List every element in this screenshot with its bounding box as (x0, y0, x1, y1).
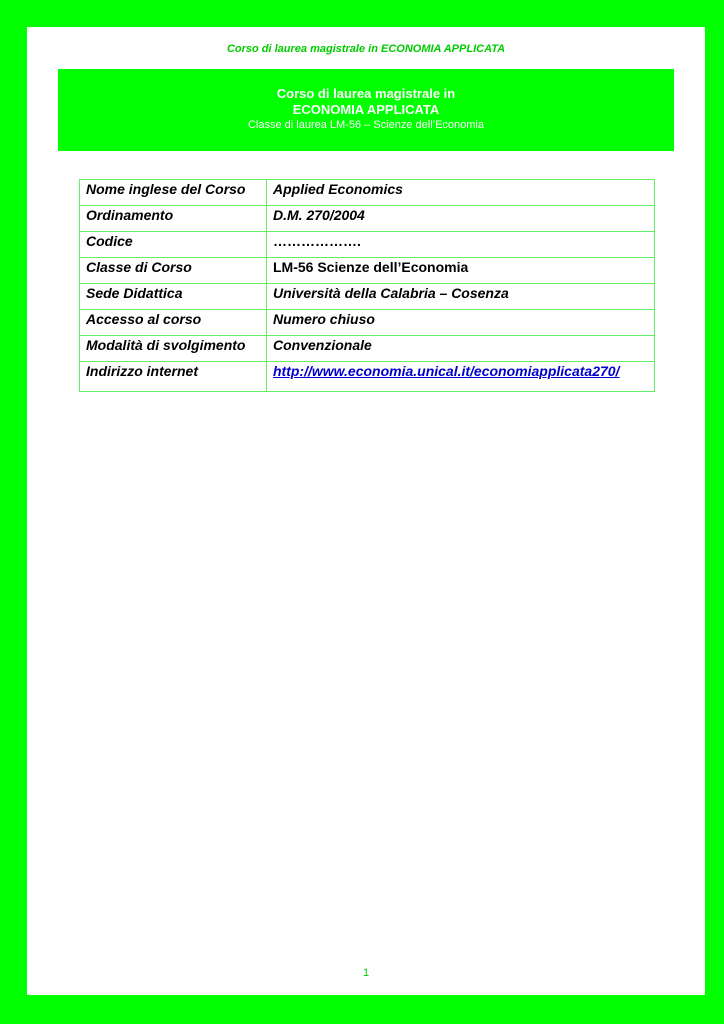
row-value: Convenzionale (267, 336, 655, 362)
table-row (80, 336, 655, 362)
row-label: Sede Didattica (80, 284, 267, 310)
page-number: 1 (362, 967, 370, 979)
row-value: Università della Calabria – Cosenza (267, 284, 655, 310)
title-banner (58, 69, 674, 151)
course-info-table (79, 179, 655, 392)
row-label: Indirizzo internet (80, 362, 267, 392)
running-header: Corso di laurea magistrale in ECONOMIA APPLICATA (226, 43, 506, 55)
banner-title-line2: ECONOMIA APPLICATA (292, 102, 440, 117)
row-label: Classe di Corso (80, 258, 267, 284)
course-website-link[interactable]: http://www.economia.unical.it/economiapplicata270/ (273, 363, 620, 379)
table-row (80, 232, 655, 258)
row-label: Modalità di svolgimento (80, 336, 267, 362)
row-label: Nome inglese del Corso (80, 180, 267, 206)
row-value: LM-56 Scienze dell’Economia (267, 258, 655, 284)
banner-title-line1: Corso di laurea magistrale in (276, 86, 456, 101)
row-label: Accesso al corso (80, 310, 267, 336)
table-row (80, 180, 655, 206)
table-row (80, 362, 655, 392)
banner-subtitle: Classe di laurea LM-56 – Scienze dell’Economia (247, 119, 484, 131)
row-value-cell (267, 362, 655, 392)
row-value: Applied Economics (267, 180, 655, 206)
row-value: D.M. 270/2004 (267, 206, 655, 232)
row-label: Ordinamento (80, 206, 267, 232)
document-page (27, 27, 705, 995)
row-label: Codice (80, 232, 267, 258)
row-value: Numero chiuso (267, 310, 655, 336)
table-row (80, 258, 655, 284)
table-row (80, 206, 655, 232)
table-row (80, 284, 655, 310)
row-value: ………………. (267, 232, 655, 258)
table-row (80, 310, 655, 336)
